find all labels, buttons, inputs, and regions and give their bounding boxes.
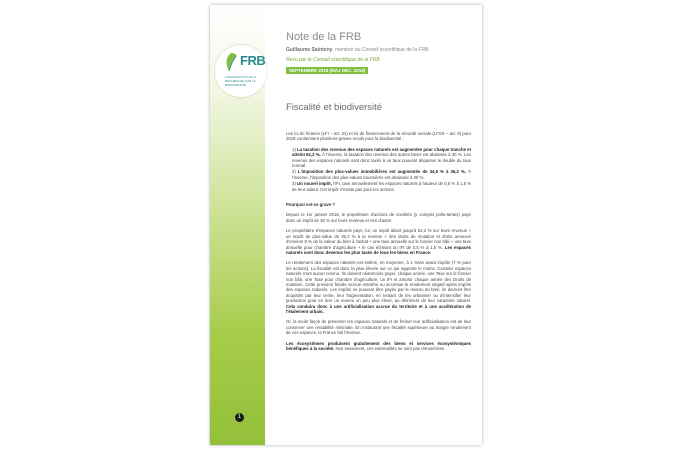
author-line — [286, 47, 429, 53]
logo-text: FRB — [240, 53, 266, 68]
reviewed-by: Revu par le Conseil scientifique de la FRB — [286, 57, 380, 63]
list-item: 2) L'imposition des plus-values immobilières est augmentée de 34,5 % à 36,2 %. À l'inverse, l'imposition des plus-values boursières est abaissée à 30 %. — [292, 169, 471, 180]
list-item: 3) Un nouvel impôt, l'IFI, taxe annuellement les espaces naturels à hauteur de 0,5 % à 1,5 % de leur valeur. Cet impôt n'existe pas pour les actions. — [292, 181, 472, 192]
paragraph: Le propriétaire d'espaces naturels paye, lui, un impôt allant jusqu'à 62,2 % sur leurs revenus + un impôt de plus-value de 36,2 % à la revente + des droits de mutation et droits annexes d'environ 8 % de la valeur du bien à l'achat + une taxe annuelle sur le foncier non bâti + une taxe annuelle pour chambre d'agriculture + le cas échéant un IFI de 0,5 % à 1,5 %. Les espaces naturels sont donc devenus les plus taxés de tous les biens en France. — [286, 228, 471, 255]
document-page — [210, 5, 482, 445]
leaf-icon — [223, 51, 239, 73]
page-number: 1 — [235, 413, 244, 422]
note-title: Note de la FRB — [286, 31, 362, 43]
section-question: Pourquoi est-ce grave ? — [286, 202, 335, 208]
paragraph: Depuis le 1er janvier 2018, le propriétaire d'actions de sociétés (y compris pollu-tantes) paye donc un impôt de 30 % sur leurs revenus et rien d'autre. — [286, 212, 471, 223]
author-name: Guillaume Sainteny — [286, 47, 333, 53]
body-text — [286, 131, 471, 356]
frb-logo — [215, 45, 267, 97]
green-sidebar — [210, 5, 265, 445]
logo-subtitle: FONDATION POUR LA RECHERCHE SUR LA BIODIVERSITÉ — [225, 75, 257, 87]
document-title: Fiscalité et biodiversité — [286, 102, 383, 113]
list-item: 1) La taxation des revenus des espaces naturels est augmentée pour chaque tranche et atteint 62,2 %. À l'inverse, la taxation des revenus des autres biens est abaissée à 30 %. Les revenus des espaces naturels sont donc taxés à un taux pouvant dépasser le double du taux normal. — [292, 146, 472, 169]
author-role: , membre du Conseil scientifique de la FRB — [332, 47, 429, 53]
paragraph: Les écosystèmes produisent gratuitement des biens et services écosystémiques bénéfiques à la société. Non seulement, ces externalités ne sont pas rémunérées — [286, 340, 471, 351]
intro-paragraph: Les loi de finance (LFI – art. 31) et loi de financement de la sécurité sociale (LFSS – art. 8) pour 2018 contiennent plusieurs graves reculs pour la biodiversité : — [286, 131, 471, 142]
paragraph: Or, la seule façon de préserver les espaces naturels et de freiner leur artificialisation est de leur conserver une rentabilité minimale. En instaurant une fiscalité supérieure au maigre rendement de ces espaces, la France fait l'inverse. — [286, 319, 471, 336]
measures-list — [286, 147, 471, 192]
date-badge: SEPTEMBRE 2018 (MÀJ DÉC. 2018) — [286, 67, 368, 74]
paragraph: Le rendement des espaces naturels est estimé, en moyenne, à 1 %/an avant impôts (7 % pour les actions). La fiscalité est donc la plus élevée sur ce qui rapporte le moins. Certains espaces naturels n'ont aucun revenu. Ils doivent néanmoins payer, chaque année, une Taxe sur le foncier non bâti, une Taxe pour chambre d'agriculture, un IFI et amortir chaque année des Droits de mutation. Cette pression fiscale accrue entraîne ou accentue le rendement négatif après impôts des espaces naturels. Les impôts ne pouvant être payés par le revenu du bien, ils devront être acquittés par leur vente, leur fragmentation, en tentant de les urbaniser ou d'intensifier leur production pour en tirer un revenu un peu plus élevé, au détriment de leur caractère naturel. Cela conduira donc à une artificialisation accrue du territoire et à une accélération de l'étalement urbain. — [286, 260, 471, 314]
